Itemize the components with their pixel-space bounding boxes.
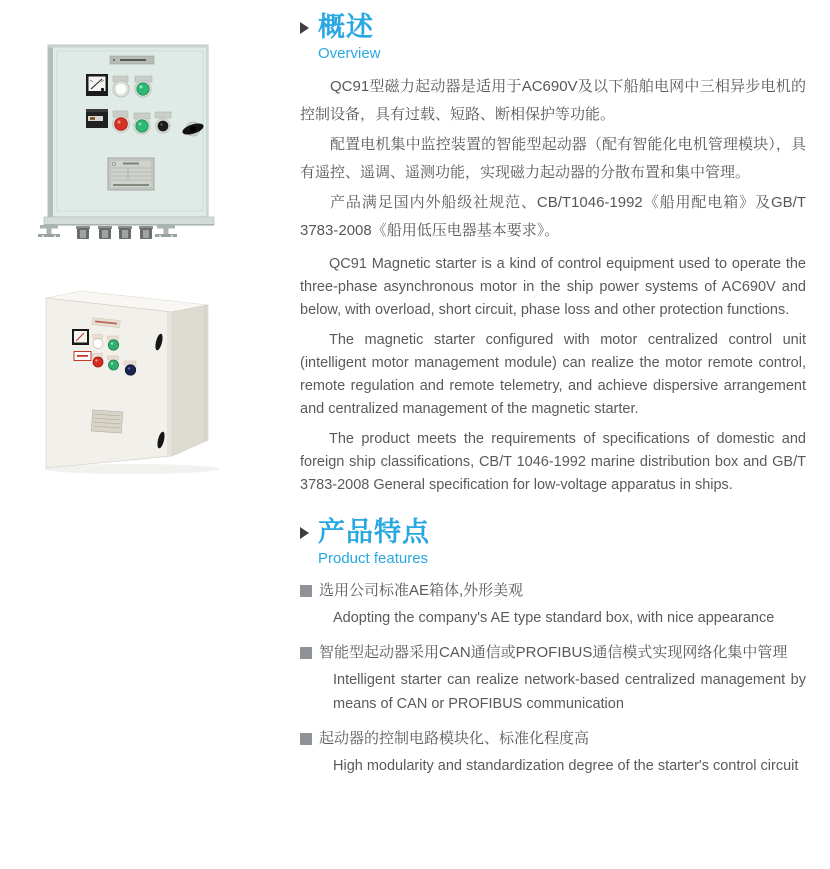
feature-title-zh: [300, 725, 806, 752]
small-meter: [72, 329, 89, 345]
feature-item: [300, 577, 806, 630]
paragraph-en: The product meets the requirements of specifications of domestic and foreign ship classifications, CB/T 1046-1992 marine distribution box and GB/T 3783-2008 General specification for low-voltage apparatus in ships.: [300, 431, 806, 493]
push-button-green: [134, 118, 150, 134]
push-button-red: [113, 116, 130, 133]
paragraph-zh: 配置电机集中监控装置的智能型起动器（配有智能化电机管理模块），具有遥控、遥调、遥测功能，实现磁力起动器的分散布置和集中管理。: [300, 136, 806, 181]
overview-paragraphs-en: [300, 253, 806, 497]
feature-list: [300, 577, 806, 778]
feature-title-zh: [300, 639, 806, 666]
feature-zh-text: 智能型起动器采用CAN通信或PROFIBUS通信模式实现网络化集中管理: [319, 644, 788, 661]
indicator-lamp-green: [135, 81, 151, 97]
section-overview: [300, 12, 806, 497]
triangle-right-icon: [300, 527, 309, 539]
feature-zh-text: 起动器的控制电路模块化、标准化程度高: [319, 730, 590, 747]
indicator-lamp-white: [93, 339, 103, 349]
cabinet-body-perspective: [46, 291, 208, 468]
feature-description-en: Adopting the company's AE type standard box, with nice appearance: [333, 610, 775, 626]
product-image-perspective-view: [20, 270, 250, 480]
feature-description-en: High modularity and standardization degree of the starter's control circuit: [333, 758, 799, 774]
push-button-navy: [125, 365, 135, 375]
indicator-lamp-white: [113, 81, 129, 97]
lamp-label-plate: [108, 336, 119, 340]
button-label-plate: [155, 112, 171, 118]
triangle-right-icon: [300, 22, 309, 34]
paragraph-zh: 产品满足国内外船级社规范、CB/T1046-1992《船用配电箱》及GB/T 3783-2008《船用低压电器基本要求》。: [300, 194, 806, 239]
nameplate: [91, 410, 122, 433]
cable-glands: [76, 226, 153, 239]
name-strip: [110, 56, 154, 64]
overview-paragraphs-zh: [300, 73, 806, 244]
bottom-flange: [44, 217, 214, 226]
feature-zh-text: 选用公司标准AE箱体,外形美观: [319, 582, 524, 599]
features-title-zh: 产品特点: [318, 517, 430, 547]
push-button-black: [156, 119, 170, 133]
paragraph-zh: QC91型磁力起动器是适用于AC690V及以下船舶电网中三相异步电机的控制设备，具有过载、短路、断相保护等功能。: [300, 78, 806, 123]
paragraph-en: QC91 Magnetic starter is a kind of control equipment used to operate the three-phase asynchronous motor in the ship power systems of AC690V and below, with overload, short circuit, phase loss and other protection functions.: [300, 256, 806, 318]
feature-description-en: Intelligent starter can realize network-based centralized management by means of CAN or PROFIBUS communication: [333, 672, 806, 712]
bullet-square-icon: [300, 647, 312, 659]
features-header: [300, 517, 806, 568]
feature-item: [300, 725, 806, 778]
features-title-en: Product features: [318, 550, 429, 567]
breaker-device: [86, 109, 108, 128]
button-label-plate: [108, 356, 119, 360]
control-box-front-illustration: [20, 30, 250, 250]
feature-title-zh: [300, 577, 806, 604]
button-label-plate: [124, 361, 136, 365]
overview-title-zh: 概述: [318, 12, 374, 42]
paragraph-en: The magnetic starter configured with motor centralized control unit (intelligent motor management module) can realize the motor remote control, remote regulation and remote telemetry, and achieve dispersive arrangement and centralized management of the magnetic starter.: [300, 332, 806, 417]
push-button-red: [93, 357, 103, 367]
overview-title-en: Overview: [318, 45, 381, 62]
indicator-lamp-green: [108, 340, 118, 350]
bullet-square-icon: [300, 585, 312, 597]
text-column: [300, 12, 806, 787]
push-button-green: [109, 360, 119, 370]
nameplate: [108, 158, 154, 190]
ammeter: [86, 74, 108, 96]
red-display-plate: [74, 352, 91, 361]
lamp-label-plate: [93, 335, 103, 339]
feature-item: [300, 639, 806, 716]
overview-header: [300, 12, 806, 63]
section-product-features: [300, 517, 806, 778]
bullet-square-icon: [300, 733, 312, 745]
product-image-front-view: [20, 30, 250, 250]
control-box-perspective-illustration: [20, 270, 250, 480]
